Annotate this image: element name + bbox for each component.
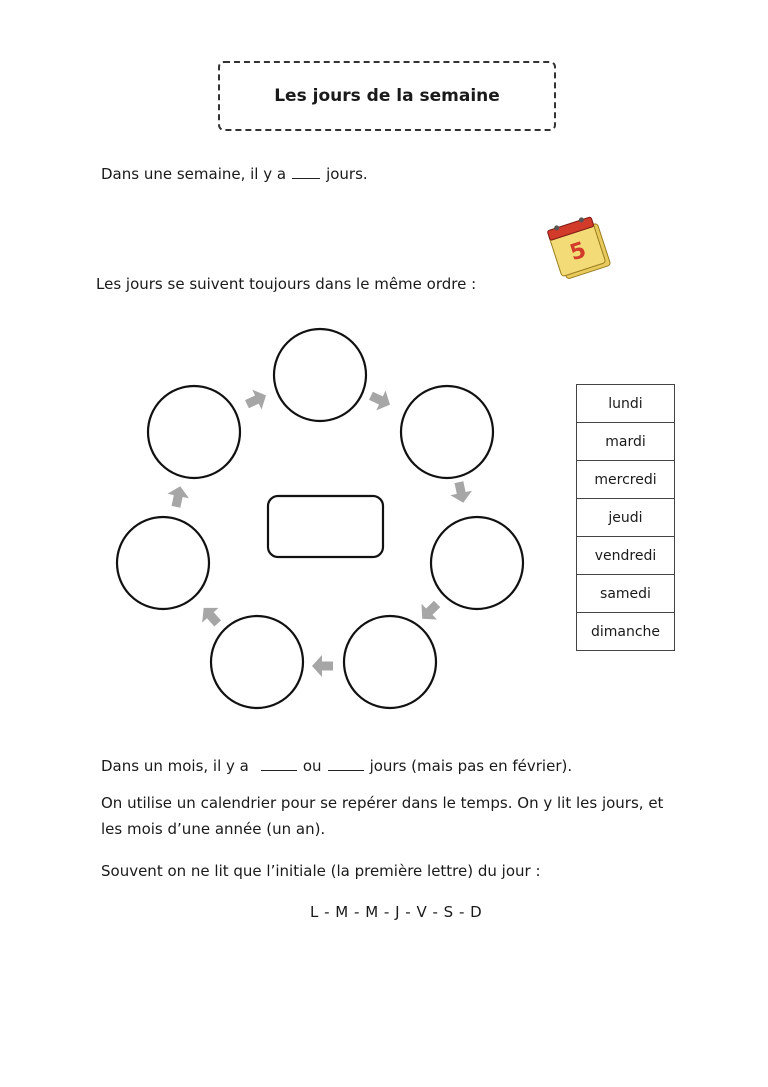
sentence-month-days [101,757,572,775]
arrow-up-icon [165,484,191,509]
arrow-down-icon [448,480,474,505]
sentence-text: Dans un mois, il y a [101,757,249,775]
day-circle-5[interactable] [211,616,303,708]
sentence-text: jours. [326,165,368,183]
arrow-right-icon [366,386,394,415]
blank-answer-2[interactable] [328,769,364,771]
day-circle-7[interactable] [148,386,240,478]
day-label[interactable]: vendredi [577,537,675,575]
day-circle-1[interactable] [274,329,366,421]
table-row [577,385,675,423]
day-label[interactable]: mercredi [577,461,675,499]
table-row [577,537,675,575]
arrow-left-icon [312,655,333,677]
page-title: Les jours de la semaine [274,86,500,106]
sentence-text: Dans une semaine, il y a [101,165,287,183]
day-circle-6[interactable] [117,517,209,609]
calendar-icon [540,208,618,284]
sentence-days-count [101,165,368,183]
day-initials: L - M - M - J - V - S - D [310,903,483,921]
center-box[interactable] [268,496,383,557]
week-cycle-diagram [100,320,540,724]
table-row [577,461,675,499]
arrow-up-right-icon [242,385,270,414]
day-label[interactable]: lundi [577,385,675,423]
day-label[interactable]: dimanche [577,613,675,651]
table-row [577,499,675,537]
arrow-up-left-icon [195,600,225,630]
blank-answer-1[interactable] [261,769,297,771]
day-label[interactable]: jeudi [577,499,675,537]
blank-answer[interactable] [292,177,320,179]
sentence-initials: Souvent on ne lit que l’initiale (la première lettre) du jour : [101,862,541,880]
day-label[interactable]: samedi [577,575,675,613]
table-row [577,423,675,461]
calendar-digit: 5 [567,237,590,267]
day-circle-3[interactable] [431,517,523,609]
title-box [218,61,556,131]
day-circle-2[interactable] [401,386,493,478]
day-circle-4[interactable] [344,616,436,708]
table-row [577,613,675,651]
sentence-text: ou [302,757,322,775]
arrow-down-left-icon [414,596,444,626]
sentence-text: jours (mais pas en février). [369,757,573,775]
sentence-order: Les jours se suivent toujours dans le même ordre : [96,275,477,293]
days-table [576,384,675,651]
calendar-paragraph: On utilise un calendrier pour se repérer dans le temps. On y lit les jours, et les mois d’une année (un an). [101,794,664,838]
day-label[interactable]: mardi [577,423,675,461]
table-row [577,575,675,613]
